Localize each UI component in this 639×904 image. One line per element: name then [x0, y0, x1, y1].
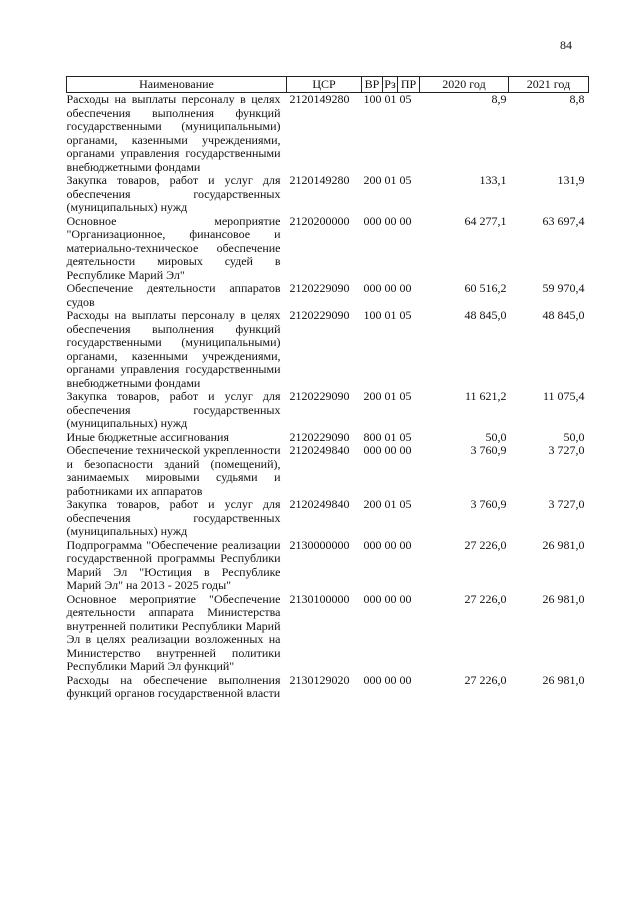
row-value-2020: 27 226,0	[464, 672, 507, 687]
table-row	[67, 309, 589, 390]
row-vr: 200	[363, 497, 382, 511]
row-name: Закупка товаров, работ и услуг для обеспечения государственных (муниципальных) нужд	[66, 173, 281, 214]
row-vr: 000	[363, 591, 382, 606]
row-pr: 00	[399, 537, 412, 552]
header-2021: 2021 год	[509, 77, 589, 93]
row-rz: 01	[384, 429, 397, 444]
row-value-2020: 11 621,2	[464, 389, 507, 403]
row-name: Закупка товаров, работ и услуг для обеспечения государственных (муниципальных) нужд	[66, 497, 281, 538]
row-value-2021: 59 970,4	[542, 281, 585, 295]
row-rz: 01	[384, 389, 397, 403]
row-rz: 00	[384, 672, 397, 687]
row-pr: 00	[399, 672, 412, 687]
row-value-2020: 27 226,0	[464, 537, 507, 552]
row-value-2020: 48 845,0	[464, 308, 507, 322]
row-value-2021: 26 981,0	[542, 672, 585, 687]
row-value-2020: 133,1	[479, 173, 507, 187]
table-row	[67, 215, 589, 283]
row-rz: 01	[384, 92, 397, 106]
row-value-2021: 3 727,0	[548, 497, 585, 511]
table-row	[67, 282, 589, 309]
table-row	[67, 390, 589, 431]
row-vr: 200	[363, 389, 382, 403]
row-rz: 00	[384, 591, 397, 606]
row-csr: 2130100000	[289, 591, 350, 606]
row-csr: 2120200000	[289, 213, 350, 228]
row-vr: 000	[363, 443, 382, 457]
table-row	[67, 593, 589, 674]
row-pr: 05	[399, 308, 412, 322]
row-pr: 05	[399, 497, 412, 511]
row-name: Расходы на выплаты персоналу в целях обеспечения выполнения функций государственными (муниципальными) органами, казенными учреждениями, органами управления государственными внебюджетными фондами	[66, 308, 281, 390]
row-value-2020: 3 760,9	[470, 497, 507, 511]
row-pr: 00	[399, 281, 412, 295]
table-row	[67, 174, 589, 215]
header-pr: ПР	[398, 77, 420, 93]
row-vr: 000	[363, 537, 382, 552]
row-value-2021: 50,0	[563, 429, 585, 444]
row-name: Основное мероприятие "Организационное, финансовое и материально-техническое обеспечение деятельности мировых судей в Республике Марий Эл"	[66, 213, 281, 282]
row-pr: 00	[399, 213, 412, 228]
row-value-2021: 26 981,0	[542, 591, 585, 606]
row-vr: 000	[363, 281, 382, 295]
row-name: Иные бюджетные ассигнования	[66, 429, 229, 444]
row-vr: 100	[363, 92, 382, 106]
table-row	[67, 444, 589, 498]
row-csr: 2120249840	[289, 443, 350, 457]
row-name: Обеспечение деятельности аппаратов судов	[66, 281, 281, 309]
row-pr: 05	[399, 429, 412, 444]
header-vr: ВР	[362, 77, 383, 93]
row-vr: 000	[363, 672, 382, 687]
row-name: Расходы на выплаты персоналу в целях обеспечения выполнения функций государственными (муниципальными) органами, казенными учреждениями, органами управления государственными внебюджетными фондами	[66, 92, 281, 174]
row-value-2020: 50,0	[485, 429, 507, 444]
page-number: 84	[560, 38, 572, 52]
row-value-2021: 26 981,0	[542, 537, 585, 552]
row-value-2020: 27 226,0	[464, 591, 507, 606]
table-header-row	[67, 77, 589, 93]
row-value-2020: 8,9	[491, 92, 507, 106]
row-value-2021: 3 727,0	[548, 443, 585, 457]
row-vr: 000	[363, 213, 382, 228]
row-csr: 2120249840	[289, 497, 350, 511]
row-vr: 800	[363, 429, 382, 444]
row-pr: 00	[399, 443, 412, 457]
header-2020: 2020 год	[420, 77, 509, 93]
budget-table	[66, 76, 589, 701]
row-value-2020: 64 277,1	[464, 213, 507, 228]
table-row	[67, 674, 589, 701]
row-value-2020: 3 760,9	[470, 443, 507, 457]
row-vr: 100	[363, 308, 382, 322]
row-rz: 00	[384, 537, 397, 552]
header-rz: Рз	[384, 76, 396, 91]
row-value-2021: 63 697,4	[542, 213, 585, 228]
row-rz: 00	[384, 213, 397, 228]
row-rz: 01	[384, 497, 397, 511]
row-value-2021: 131,9	[557, 173, 585, 187]
table-row	[67, 498, 589, 539]
row-pr: 05	[399, 92, 412, 106]
row-name: Основное мероприятие "Обеспечение деятельности аппарата Министерства внутренней политики Республики Марий Эл в целях реализации возложенных на Министерство внутренней политики Республики Марий Эл функций"	[66, 591, 281, 673]
row-name: Расходы на обеспечение выполнения функций органов государственной власти	[66, 672, 281, 700]
row-csr: 2120229090	[289, 389, 350, 403]
row-value-2021: 48 845,0	[542, 308, 585, 322]
row-name: Подпрограмма "Обеспечение реализации государственной программы Республики Марий Эл "Юстиция в Республике Марий Эл" на 2013 - 2025 годы"	[66, 537, 281, 592]
header-name: Наименование	[67, 77, 287, 93]
row-value-2021: 11 075,4	[542, 389, 585, 403]
row-pr: 05	[399, 389, 412, 403]
row-value-2021: 8,8	[569, 92, 585, 106]
row-csr: 2120229090	[289, 281, 350, 295]
row-name: Закупка товаров, работ и услуг для обеспечения государственных (муниципальных) нужд	[66, 389, 281, 430]
header-csr: ЦСР	[287, 77, 362, 93]
row-rz: 00	[384, 443, 397, 457]
row-rz: 01	[384, 173, 397, 187]
row-rz: 00	[384, 281, 397, 295]
row-csr: 2120149280	[289, 92, 350, 106]
row-pr: 00	[399, 591, 412, 606]
table-row	[67, 539, 589, 593]
row-csr: 2130000000	[289, 537, 350, 552]
row-csr: 2120229090	[289, 429, 350, 444]
table-row	[67, 431, 589, 445]
row-pr: 05	[399, 173, 412, 187]
row-value-2020: 60 516,2	[464, 281, 507, 295]
row-csr: 2120149280	[289, 173, 350, 187]
row-vr: 200	[363, 173, 382, 187]
row-rz: 01	[384, 308, 397, 322]
row-csr: 2130129020	[289, 672, 350, 687]
row-name: Обеспечение технической укрепленности и безопасности зданий (помещений), занимаемых мировыми судьями и работниками их аппаратов	[66, 443, 281, 498]
row-csr: 2120229090	[289, 308, 350, 322]
table-row	[67, 93, 589, 175]
